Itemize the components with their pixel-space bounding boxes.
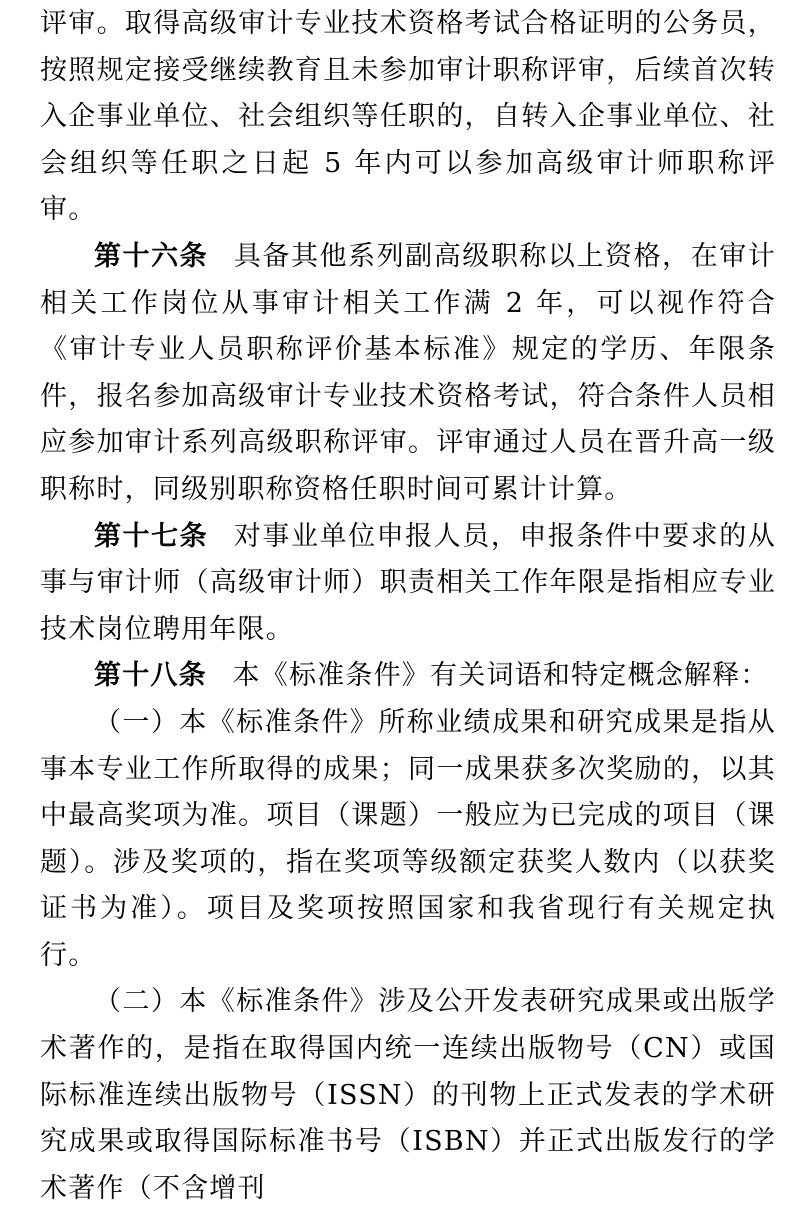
paragraph-text: 具备其他系列副高级职称以上资格，在审计相关工作岗位从事审计相关工作满 2 年，可以视作符合《审计专业人员职称评价基本标准》规定的学历、年限条件，报名参加高级审计专业技术资格考试，符合条件人员相应参加审计系列高级职称评审。评审通过人员在晋升高一级职称时，同级别职称资格任职时间可累计计算。 xyxy=(40,240,776,505)
paragraph-text: 本《标准条件》有关词语和特定概念解释： xyxy=(232,660,769,692)
paragraph-article-18 xyxy=(40,653,776,700)
paragraph-continuation xyxy=(40,1,776,234)
article-16-label: 第十六条 xyxy=(94,240,209,272)
paragraph-text: （二）本《标准条件》涉及公开发表研究成果或出版学术著作的，是指在取得国内统一连续出版物号（CN）或国际标准连续出版物号（ISSN）的刊物上正式发表的学术研究成果或取得国际标准书号（ISBN）并正式出版发行的学术著作（不含增刊 xyxy=(40,986,776,1204)
paragraph-definition-1 xyxy=(40,700,776,980)
paragraph-definition-2 xyxy=(40,979,776,1212)
paragraph-text: 评审。取得高级审计专业技术资格考试合格证明的公务员，按照规定接受继续教育且未参加审计职称评审，后续首次转入企事业单位、社会组织等任职的，自转入企事业单位、社会组织等任职之日起 5 年内可以参加高级审计师职称评审。 xyxy=(40,8,776,226)
paragraph-article-16 xyxy=(40,234,776,514)
article-17-label: 第十七条 xyxy=(94,520,209,552)
paragraph-text: 对事业单位申报人员，申报条件中要求的从事与审计师（高级审计师）职责相关工作年限是指相应专业技术岗位聘用年限。 xyxy=(40,520,776,645)
paragraph-article-17 xyxy=(40,514,776,654)
article-18-label: 第十八条 xyxy=(94,660,207,692)
paragraph-text: （一）本《标准条件》所称业绩成果和研究成果是指从事本专业工作所取得的成果；同一成果获多次奖励的，以其中最高奖项为准。项目（课题）一般应为已完成的项目（课题）。涉及奖项的，指在奖项等级额定获奖人数内（以获奖证书为准）。项目及奖项按照国家和我省现行有关规定执行。 xyxy=(40,706,776,971)
